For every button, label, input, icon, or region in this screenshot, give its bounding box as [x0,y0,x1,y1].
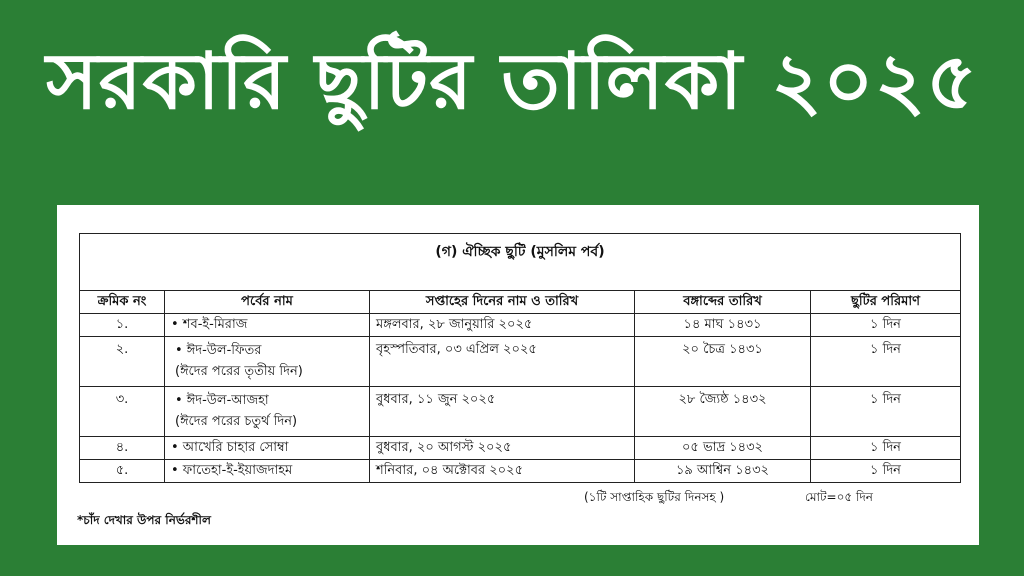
festival-note-text: (ঈদের পরের চতুর্থ দিন) [175,413,298,429]
cell-serial: ৩. [80,387,165,437]
cell-day-date: শনিবার, ০৪ অক্টোবর ২০২৫ [370,460,635,483]
cell-bangla-date: ১৪ মাঘ ১৪৩১ [635,314,811,337]
header-festival-name: পর্বের নাম [165,291,370,314]
table-caption: (গ) ঐচ্ছিক ছুটি (মুসলিম পর্ব) [80,234,961,291]
holiday-document [57,205,979,545]
cell-day-date: বুধবার, ২০ আগস্ট ২০২৫ [370,437,635,460]
header-day-date: সপ্তাহের দিনের নাম ও তারিখ [370,291,635,314]
holiday-table [79,233,961,483]
cell-serial: ৫. [80,460,165,483]
header-duration: ছুটির পরিমাণ [811,291,961,314]
cell-bangla-date: ১৯ আশ্বিন ১৪৩২ [635,460,811,483]
cell-festival-name: • আখেরি চাহার সোম্বা [165,437,370,460]
cell-bangla-date: ০৫ ভাদ্র ১৪৩২ [635,437,811,460]
moon-sighting-footnote: *চাঁদ দেখার উপর নির্ভরশীল [77,513,211,527]
header-row [80,291,961,314]
table-row [80,387,961,437]
cell-serial: ১. [80,314,165,337]
festival-note-text: (ঈদের পরের তৃতীয় দিন) [175,363,303,379]
cell-duration: ১ দিন [811,387,961,437]
cell-serial: ৪. [80,437,165,460]
cell-bangla-date: ২০ চৈত্র ১৪৩১ [635,337,811,387]
table-row [80,314,961,337]
festival-name-text: • ঈদ-উল-ফিতর [175,342,262,358]
cell-duration: ১ দিন [811,314,961,337]
cell-day-date: বুধবার, ১১ জুন ২০২৫ [370,387,635,437]
cell-festival-name: • ফাতেহা-ই-ইয়াজদাহম [165,460,370,483]
festival-name-text: • ঈদ-উল-আজহা [175,392,269,408]
header-bangla-date: বঙ্গাব্দের তারিখ [635,291,811,314]
table-row [80,460,961,483]
header-serial: ক্রমিক নং [80,291,165,314]
summary-note: (১টি সাপ্তাহিক ছুটির দিনসহ ) [584,490,725,504]
cell-festival-name [165,387,370,437]
cell-duration: ১ দিন [811,337,961,387]
cell-day-date: মঙ্গলবার, ২৮ জানুয়ারি ২০২৫ [370,314,635,337]
cell-bangla-date: ২৮ জ্যৈষ্ঠ ১৪৩২ [635,387,811,437]
cell-festival-name [165,337,370,387]
table-row [80,337,961,387]
cell-duration: ১ দিন [811,437,961,460]
cell-festival-name: • শব-ই-মিরাজ [165,314,370,337]
cell-duration: ১ দিন [811,460,961,483]
table-row [80,437,961,460]
summary-total: মোট=০৫ দিন [805,490,873,504]
cell-serial: ২. [80,337,165,387]
cell-day-date: বৃহস্পতিবার, ০৩ এপ্রিল ২০২৫ [370,337,635,387]
banner-title: সরকারি ছুটির তালিকা ২০২৫ [46,37,978,127]
